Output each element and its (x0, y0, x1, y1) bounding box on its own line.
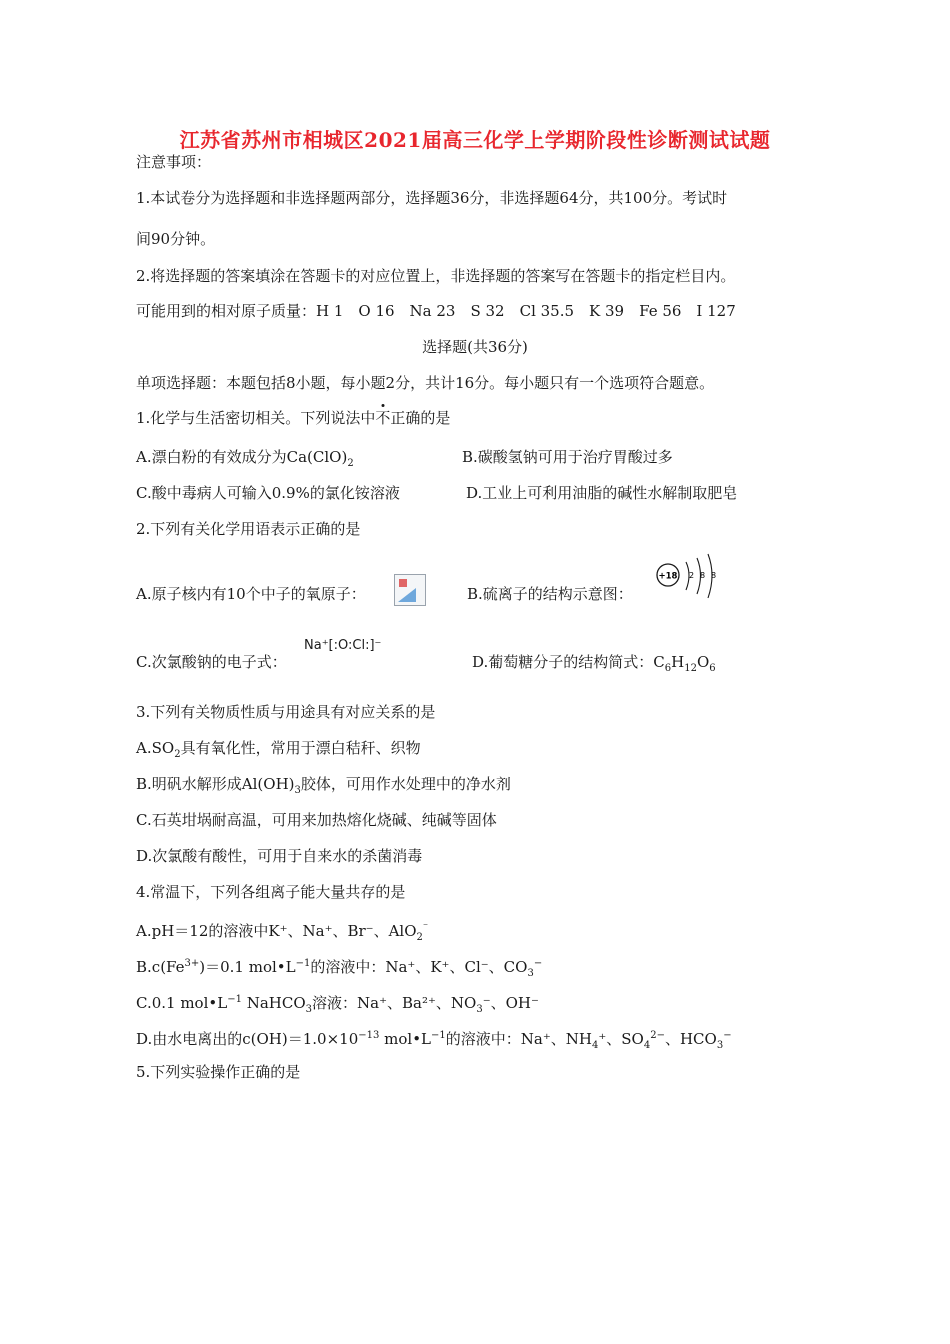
q1-a-sub: 2 (347, 458, 354, 469)
atomic-masses: 可能用到的相对原子质量：H 1 O 16 Na 23 S 32 Cl 35.5 K 39 Fe 56 I 127 (136, 302, 736, 320)
question-2-stem: 2.下列有关化学用语表示正确的是 (136, 520, 361, 538)
q2-d-text: D.葡萄糖分子的结构简式：C (472, 653, 665, 671)
q4-c-mid: NaHCO (241, 994, 306, 1012)
sodium-hypochlorite-electron-formula: Na⁺[:O:Cl:]⁻ (304, 638, 382, 653)
q4-d-sup-3: 2− (650, 1030, 665, 1041)
shell-3-count: 8 (711, 571, 717, 580)
question-4-stem: 4.常温下，下列各组离子能大量共存的是 (136, 883, 406, 901)
question-1-stem (136, 408, 450, 428)
question-5-stem: 5.下列实验操作正确的是 (136, 1063, 301, 1081)
q4-d-post-2: ⁺、SO (598, 1030, 644, 1048)
q4-a-sup: ⁻ (422, 922, 429, 933)
q1-stem-text: 1.化学与生活密切相关。下列说法中 (136, 409, 376, 427)
q2-d-sub-3: 6 (709, 663, 716, 674)
q3-a-text-end: 具有氧化性，常用于漂白秸秆、织物 (180, 739, 421, 757)
q4-c-text: C.0.1 mol•L (136, 994, 228, 1012)
q3-option-b (136, 774, 511, 801)
q2-d-sub-1: 6 (664, 663, 672, 674)
q4-a-text: A.pH＝12的溶液中K⁺、Na⁺、Br⁻、AlO (136, 922, 417, 940)
q2-d-o: O (696, 653, 710, 671)
q2-option-a (136, 584, 366, 604)
q4-d-post-3: 、HCO (664, 1030, 717, 1048)
q4-d-sub-3: 3 (716, 1040, 724, 1051)
q4-c-post: 溶液：Na⁺、Ba²⁺、NO (312, 994, 477, 1012)
q4-b-sup-2: −1 (295, 958, 311, 969)
q3-a-text: A.SO (136, 739, 175, 757)
notice-1-line-1: 1.本试卷分为选择题和非选择题两部分，选择题36分，非选择题64分，共100分。考试时 (136, 189, 728, 207)
single-choice-intro: 单项选择题：本题包括8小题，每小题2分，共计16分。每小题只有一个选项符合题意。 (136, 374, 715, 392)
q4-b-mid: )＝0.1 mol•L (199, 958, 296, 976)
q1-option-a (136, 447, 354, 474)
q4-c-sub: 3 (305, 1004, 313, 1015)
q4-d-mid: mol•L (379, 1030, 432, 1048)
q3-b-sub: 3 (294, 785, 301, 796)
q2-d-h: H (671, 653, 685, 671)
notice-2: 2.将选择题的答案填涂在答题卡的对应位置上，非选择题的答案写在答题卡的指定栏目内。 (136, 267, 736, 285)
q2-option-d (472, 652, 716, 679)
q3-b-text-end: 胶体，可用作水处理中的净水剂 (300, 775, 511, 793)
q4-option-d (136, 1026, 732, 1056)
q4-option-c (136, 990, 539, 1020)
q2-option-b: B.硫离子的结构示意图： (467, 585, 633, 603)
oxygen-atom-image-icon (394, 574, 426, 606)
notice-1-line-2: 间90分钟。 (136, 230, 216, 248)
q4-b-text: B.c(Fe (136, 958, 185, 976)
sulfide-ion-structure-diagram (652, 550, 722, 602)
q1-option-d: D.工业上可利用油脂的碱性水解制取肥皂 (466, 484, 738, 502)
q1-emphasis-mark: 不 (375, 409, 391, 427)
q4-a-sub: 2 (416, 932, 423, 943)
q2-d-sub-2: 12 (684, 663, 697, 674)
shell-2-count: 8 (700, 571, 706, 580)
q4-d-text: D.由水电离出的c(OH)＝1.0×10 (136, 1030, 359, 1048)
q3-option-d: D.次氯酸有酸性，可用于自来水的杀菌消毒 (136, 847, 423, 865)
q4-c-end: ⁻、OH⁻ (482, 994, 539, 1012)
q4-option-b (136, 954, 542, 984)
q4-c-sub-2: 3 (476, 1004, 483, 1015)
section-title: 选择题(共36分) (422, 338, 528, 356)
q1-option-c: C.酸中毒病人可输入0.9%的氯化铵溶液 (136, 484, 400, 502)
q2-c-text: C.次氯酸钠的电子式： (136, 653, 287, 671)
q4-b-sup-3: − (533, 958, 543, 969)
q4-d-post: 的溶液中：Na⁺、NH (445, 1030, 592, 1048)
q1-stem-text-end: 正确的是 (390, 409, 451, 427)
q4-d-sup-2: −1 (431, 1030, 446, 1041)
q4-d-sub-2: 4 (643, 1040, 651, 1051)
shell-1-count: 2 (689, 571, 695, 580)
q3-option-a (136, 738, 421, 765)
q4-b-sub: 3 (527, 968, 534, 979)
q1-a-text: A.漂白粉的有效成分为Ca(ClO) (136, 448, 348, 466)
q4-d-sup-4: − (723, 1030, 732, 1041)
notice-heading: 注意事项： (136, 153, 212, 171)
q4-b-sup-1: 3+ (184, 958, 200, 969)
q4-option-a (136, 918, 428, 948)
q4-b-text-end: 的溶液中：Na⁺、K⁺、Cl⁻、CO (310, 958, 528, 976)
q1-option-b: B.碳酸氢钠可用于治疗胃酸过多 (462, 448, 673, 466)
q4-d-sub-1: 4 (591, 1040, 599, 1051)
q4-c-sup-1: −1 (227, 994, 242, 1005)
question-3-stem: 3.下列有关物质性质与用途具有对应关系的是 (136, 703, 436, 721)
page-title: 江苏省苏州市相城区2021届高三化学上学期阶段性诊断测试试题 (179, 128, 771, 152)
q4-d-sup-1: −13 (358, 1030, 380, 1041)
q3-a-sub: 2 (174, 749, 181, 760)
q3-b-text: B.明矾水解形成Al(OH) (136, 775, 295, 793)
nucleus-label: +18 (658, 571, 678, 582)
q2-option-c (136, 652, 287, 672)
q3-option-c: C.石英坩埚耐高温，可用来加热熔化烧碱、纯碱等固体 (136, 811, 497, 829)
q2-a-text: A.原子核内有10个中子的氧原子： (136, 585, 366, 603)
